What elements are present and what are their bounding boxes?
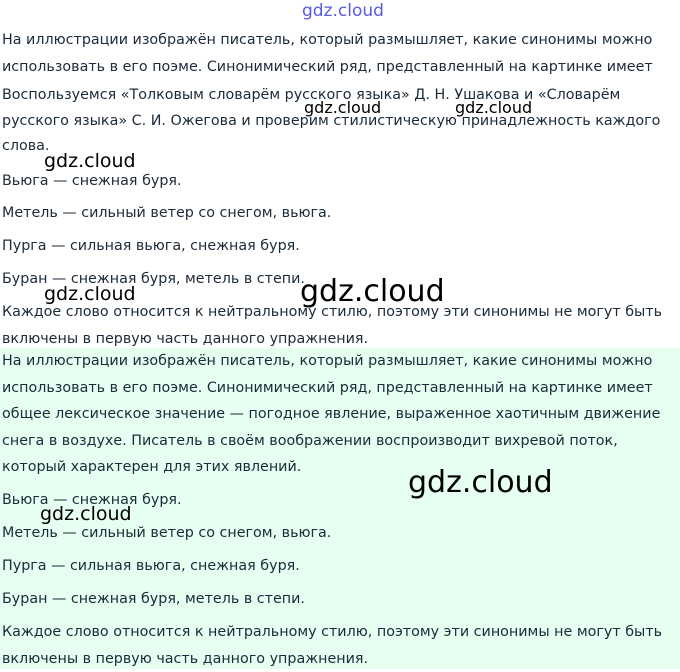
watermark: gdz.cloud [304,100,381,116]
text-line: который характерен для этих явлений. [2,454,678,481]
text-line: Воспользуемся «Толковым словарём русского языка» Д. Н. Ушакова и «Словарём [2,82,678,109]
text-line: Вьюга — снежная буря. [2,487,678,514]
text-line: Метель — сильный ветер со снегом, вьюга. [2,200,678,227]
watermark: gdz.cloud [408,468,553,498]
section1-definition-purga [2,233,678,260]
text-line: На иллюстрации изображён писатель, который размышляет, какие синонимы можно [2,27,678,54]
text-line: использовать в его поэме. Синонимический ряд, представленный на картинке имеет [2,54,678,81]
text-line: использовать в его поэме. Синонимический ряд, представленный на картинке имеет [2,375,678,402]
text-line: Пурга — сильная вьюга, снежная буря. [2,553,678,580]
text-line: включены в первую часть данного упражнения. [2,646,678,672]
text-line: Пурга — сильная вьюга, снежная буря. [2,233,678,260]
text-line: Буран — снежная буря, метель в степи. [2,586,678,613]
text-line: Метель — сильный ветер со снегом, вьюга. [2,520,678,547]
section1-definition-metel [2,200,678,227]
text-line: слова. [2,133,678,160]
text-line: Буран — снежная буря, метель в степи. [2,266,678,293]
text-line: На иллюстрации изображён писатель, который размышляет, какие синонимы можно [2,348,678,375]
section2-definition-purga [2,553,678,580]
watermark: gdz.cloud [44,152,136,171]
watermark: gdz.cloud [40,505,132,524]
watermark: gdz.cloud [300,277,445,307]
section2-conclusion [2,619,678,672]
text-line: Вьюга — снежная буря. [2,168,678,195]
section1-intro [2,27,678,80]
text-line: снега в воздухе. Писатель в своём воображении воспроизводит вихревой поток, [2,428,678,455]
watermark: gdz.cloud [455,100,532,116]
watermark: gdz.cloud [302,3,384,20]
text-line: общее лексическое значение — погодное явление, выраженное хаотичным движение [2,401,678,428]
text-line: русского языка» С. И. Ожегова и проверим стилистическую принадлежность каждого [2,108,678,135]
text-line: включены в первую часть данного упражнения. [2,326,678,353]
section1-dictionary-note [2,82,678,160]
watermark: gdz.cloud [44,285,136,304]
section2-intro [2,348,678,481]
text-line: Каждое слово относится к нейтральному стилю, поэтому эти синонимы не могут быть [2,299,678,326]
text-line: Каждое слово относится к нейтральному стилю, поэтому эти синонимы не могут быть [2,619,678,646]
section2-definition-buran [2,586,678,613]
